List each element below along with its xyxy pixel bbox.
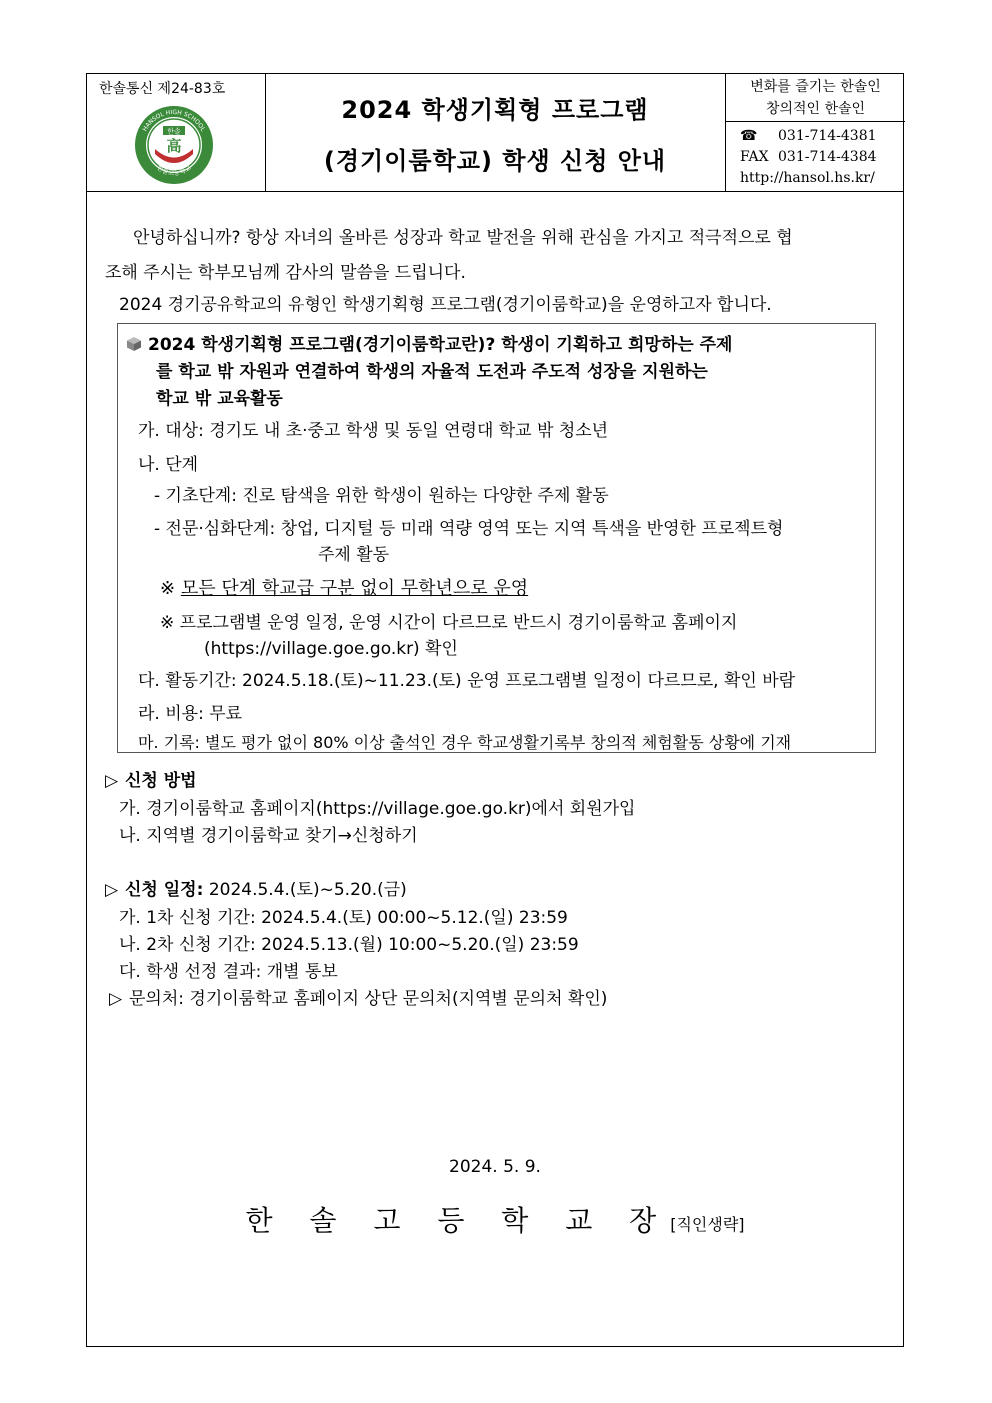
cost-item: 라. 비용: 무료	[138, 704, 243, 724]
contact-info	[740, 126, 877, 189]
phone-number: 031-714-4381	[778, 128, 877, 144]
apply-schedule-item1: 가. 1차 신청 기간: 2024.5.4.(토) 00:00~5.12.(일) 23:59	[119, 908, 568, 928]
record-item: 마. 기록: 별도 평가 없이 80% 이상 출석인 경우 학교생활기록부 창의적 체험활동 상황에 기재	[138, 733, 792, 752]
stage-basic: - 기초단계: 진로 탐색을 위한 학생이 원하는 다양한 주제 활동	[154, 486, 609, 506]
header-contact-cell	[726, 74, 905, 191]
cube-icon	[126, 336, 142, 352]
box-heading-line2: 를 학교 밖 자원과 연결하여 학생의 자율적 도전과 주도적 성장을 지원하는	[156, 362, 708, 382]
seal-omitted: [직인생략]	[670, 1215, 745, 1234]
contact-line: ▷ 문의처: 경기이룸학교 홈페이지 상단 문의처(지역별 문의처 확인)	[109, 989, 608, 1009]
apply-schedule-item2: 나. 2차 신청 기간: 2024.5.13.(월) 10:00~5.20.(일) 23:59	[119, 935, 579, 955]
fax-label: FAX	[740, 149, 769, 165]
header-left-cell	[87, 74, 266, 191]
arrow-icon: ▷	[105, 880, 119, 900]
header-title-cell	[265, 74, 726, 191]
box-heading-line3: 학교 밖 교육활동	[156, 389, 283, 409]
box-heading-line1: 2024 학생기획형 프로그램(경기이룸학교란)? 학생이 기획하고 희망하는 주제	[126, 330, 732, 355]
arrow-icon: ▷	[105, 771, 119, 791]
program-info-box	[117, 323, 876, 753]
issue-number: 한솔통신 제24-83호	[99, 81, 226, 97]
apply-method-item1: 가. 경기이룸학교 홈페이지(https://village.goe.go.kr)에서 회원가입	[119, 799, 636, 819]
document-header	[87, 74, 903, 192]
target-item: 가. 대상: 경기도 내 초·중고 학생 및 동일 연령대 학교 밖 청소년	[138, 421, 609, 441]
svg-text:高: 高	[166, 137, 182, 155]
schedule-note-line1: ※ 프로그램별 운영 일정, 운영 시간이 다르므로 반드시 경기이룸학교 홈페이지	[160, 613, 738, 633]
apply-schedule-item3: 다. 학생 선정 결과: 개별 통보	[119, 962, 338, 982]
activity-period: 다. 활동기간: 2024.5.18.(토)~11.23.(토) 운영 프로그램별 일정이 다르므로, 확인 바람	[138, 671, 796, 691]
document-title-line2: (경기이룸학교) 학생 신청 안내	[323, 147, 667, 175]
school-website[interactable]: http://hansol.hs.kr/	[740, 170, 875, 186]
document-title-line1: 2024 학생기획형 프로그램	[341, 96, 649, 124]
apply-schedule-heading: ▷ 신청 일정: 2024.5.4.(토)~5.20.(금)	[105, 880, 407, 900]
phone-icon: ☎	[740, 128, 758, 144]
svg-text:HANSOL HIGH SCHOOL: HANSOL HIGH SCHOOL	[141, 108, 207, 133]
stage-advanced-line2: 주제 활동	[318, 545, 390, 565]
intro-line3: 2024 경기공유학교의 유형인 학생기획형 프로그램(경기이룸학교)을 운영하고자 합니다.	[119, 295, 772, 315]
svg-text:한솔: 한솔	[167, 127, 181, 136]
motto-line1: 변화를 즐기는 한솔인	[750, 79, 881, 95]
apply-method-heading: ▷ 신청 방법	[105, 771, 197, 791]
document-page	[86, 73, 904, 1347]
school-motto	[726, 74, 905, 122]
stages-item: 나. 단계	[138, 455, 199, 475]
intro-line2: 조해 주시는 학부모님께 감사의 말씀을 드립니다.	[105, 263, 466, 283]
svg-text:한솔고등학교: 한솔고등학교	[155, 163, 193, 178]
motto-line2: 창의적인 한솔인	[765, 101, 866, 117]
no-grade-note: ※ 모든 단계 학교급 구분 없이 무학년으로 운영	[160, 578, 529, 599]
apply-method-item2: 나. 지역별 경기이룸학교 찾기→신청하기	[119, 826, 418, 846]
intro-line1: 안녕하십니까? 항상 자녀의 올바른 성장과 학교 발전을 위해 관심을 가지고 적극적으로 협	[133, 228, 793, 248]
school-emblem-icon	[133, 104, 215, 186]
principal-signature: 한 솔 고 등 학 교 장[직인생략]	[245, 1204, 745, 1237]
document-date: 2024. 5. 9.	[449, 1157, 541, 1177]
schedule-note-line2: (https://village.goe.go.kr) 확인	[204, 639, 458, 659]
arrow-icon: ▷	[109, 989, 123, 1009]
stage-advanced-line1: - 전문·심화단계: 창업, 디지털 등 미래 역량 영역 또는 지역 특색을 반영한 프로젝트형	[154, 519, 784, 539]
fax-number: 031-714-4384	[778, 149, 877, 165]
